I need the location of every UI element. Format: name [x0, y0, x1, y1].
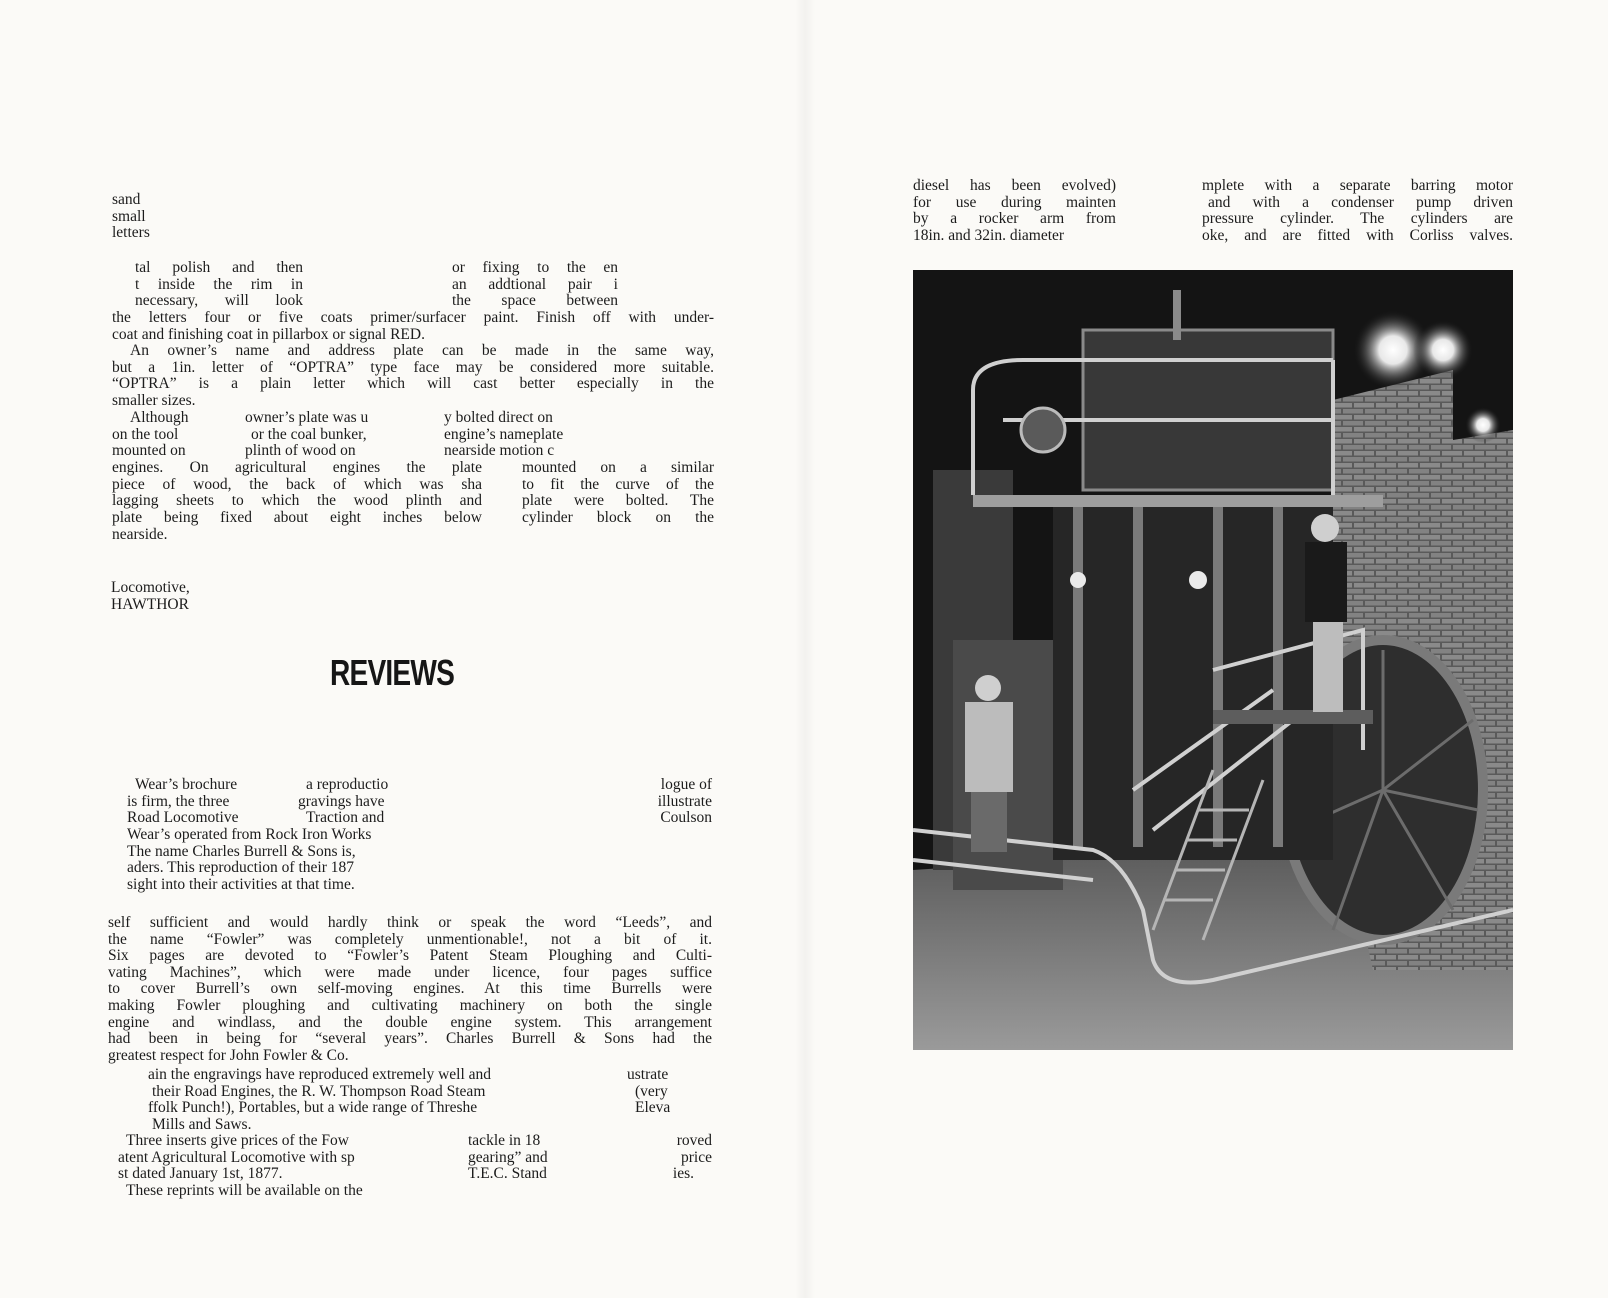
text-line: oke, and are fitted with Corliss valves. — [1202, 226, 1513, 244]
para1-col-b — [452, 260, 618, 310]
text-line: Wear’s brochure — [135, 776, 238, 793]
steam-engine-photo-icon — [913, 270, 1513, 1050]
text-line: on the tool — [112, 425, 179, 443]
right-col-a — [913, 178, 1116, 244]
text-line: piece of wood, the back of which was sha — [112, 475, 482, 493]
text-line: is firm, the three — [127, 792, 230, 810]
text-line: necessary, will look — [135, 292, 303, 310]
text-line: atent Agricultural Locomotive with sp — [118, 1148, 355, 1166]
fragment-small-letters — [112, 192, 150, 242]
text-line: the letters four or five coats primer/surfacer paint. Finish off with under- — [112, 309, 714, 326]
text-line: greatest respect for John Fowler & Co. — [108, 1046, 349, 1064]
text-line: tackle in 18 — [468, 1132, 541, 1149]
steam-engine-photo — [913, 270, 1513, 1050]
text-line: Eleva — [635, 1099, 671, 1117]
text-line: logue of — [660, 776, 712, 793]
text-line: for use during mainten — [913, 193, 1116, 211]
reviews-heading: REVIEWS — [330, 652, 455, 693]
text-line: y bolted direct on — [444, 409, 553, 426]
review1-col-a — [127, 777, 287, 827]
text-line: ffolk Punch!), Portables, but a wide range of Threshe — [148, 1099, 478, 1117]
text-line: letters — [112, 224, 150, 242]
text-line: or the coal bunker, — [251, 425, 367, 443]
text-line: nearside motion c — [444, 442, 555, 460]
text-line: cylinder block on the — [522, 508, 714, 526]
text-line: HAWTHOR — [111, 595, 189, 613]
text-line: to fit the curve of the — [522, 475, 714, 493]
text-line: had been in being for “several years”. Charles Burrell & Sons had the — [108, 1030, 712, 1048]
text-line: mounted on a similar — [522, 459, 714, 476]
text-line: but a 1in. letter of “OPTRA” type face may be considered more suitable. — [112, 358, 714, 376]
text-line: an addtional pair i — [452, 275, 618, 293]
text-line: and with a condenser pump driven — [1208, 193, 1513, 211]
text-line: Mills and Saws. — [152, 1115, 252, 1133]
text-line: roved — [676, 1132, 712, 1149]
text-line: smaller sizes. — [112, 391, 196, 409]
text-line: by a rocker arm from — [913, 210, 1116, 228]
text-line: ain the engravings have reproduced extremely well and — [148, 1066, 492, 1083]
text-line: plinth of wood on — [245, 442, 356, 460]
text-line: plate being fixed about eight inches below — [112, 508, 482, 526]
text-line: self sufficient and would hardly think or speak the word “Leeds”, and — [108, 914, 712, 931]
text-line: ies. — [672, 1165, 694, 1183]
text-line: the name “Fowler” was completely unmentionable!, not a bit of it. — [108, 930, 712, 948]
review1-col-b — [298, 777, 438, 827]
text-line: engine and windlass, and the double engine system. This arrangement — [108, 1013, 712, 1031]
text-line: the space between — [452, 292, 618, 310]
para3-col-a — [112, 460, 482, 526]
text-line: sand — [112, 191, 141, 208]
text-line: Three inserts give prices of the Fow — [126, 1132, 349, 1149]
text-line: Although — [130, 409, 189, 426]
text-line: a reproductio — [306, 776, 389, 793]
review4-col-a — [118, 1133, 448, 1199]
text-line: “OPTRA” is a plain letter which will cast better especially in the — [112, 375, 714, 393]
text-line: Wear’s operated from Rock Iron Works — [127, 826, 372, 843]
text-line: Coulson — [660, 809, 712, 827]
text-line: vating Machines”, which were made under licence, four pages suffice — [108, 963, 712, 981]
text-line: sight into their activities at that time. — [127, 875, 355, 893]
text-line: owner’s plate was u — [245, 409, 369, 426]
text-line: to cover Burrell’s own self-moving engines. At this time Burrells were — [108, 980, 712, 998]
text-line: Road Locomotive — [127, 809, 239, 827]
text-line: Six pages are devoted to “Fowler’s Patent Steam Ploughing and Culti- — [108, 947, 712, 965]
text-line: 18in. and 32in. diameter — [913, 226, 1065, 244]
text-line: lagging sheets to which the wood plinth and — [112, 492, 482, 510]
text-line: gravings have — [298, 792, 385, 810]
text-line: diesel has been evolved) — [913, 177, 1116, 194]
text-line: nearside. — [112, 526, 168, 543]
text-line: Locomotive, — [111, 579, 190, 596]
review2-full — [108, 915, 712, 1064]
review4-col-c — [640, 1133, 712, 1183]
text-line: mplete with a separate barring motor — [1202, 177, 1513, 194]
para3-col-b — [522, 460, 714, 526]
text-line: T.E.C. Stand — [468, 1165, 547, 1183]
para1-full — [112, 310, 714, 410]
text-line: mounted on — [112, 442, 186, 460]
text-line: their Road Engines, the R. W. Thompson Road Steam — [152, 1082, 486, 1100]
text-line: t inside the rim in — [135, 275, 303, 293]
page-gutter — [795, 0, 815, 1298]
text-line: small — [112, 207, 146, 225]
text-line: (very — [635, 1082, 668, 1100]
review1-continued — [127, 827, 467, 893]
text-line: The name Charles Burrell & Sons is, — [127, 842, 356, 860]
para2-col-c — [444, 410, 614, 460]
text-line: plate were bolted. The — [522, 492, 714, 510]
text-line: st dated January 1st, 1877. — [118, 1165, 283, 1183]
text-line: pressure cylinder. The cylinders are — [1202, 210, 1513, 228]
text-line: gearing” and — [468, 1148, 548, 1166]
text-line: engines. On agricultural engines the plate — [112, 459, 482, 476]
text-line: These reprints will be available on the — [126, 1181, 363, 1199]
text-line: coat and finishing coat in pillarbox or signal RED. — [112, 325, 425, 343]
text-line: price — [681, 1148, 712, 1166]
text-line: aders. This reproduction of their 187 — [127, 859, 354, 877]
para1-col-a — [135, 260, 303, 310]
text-line: engine’s nameplate — [444, 425, 564, 443]
review3-col-a — [148, 1067, 608, 1133]
text-line: or fixing to the en — [452, 259, 618, 276]
right-col-b — [1202, 178, 1513, 244]
caption-fragment — [111, 580, 190, 613]
text-line: An owner’s name and address plate can be made in the same way, — [130, 342, 714, 360]
review3-col-b — [627, 1067, 707, 1117]
review4-col-b — [468, 1133, 588, 1183]
para2-col-a — [112, 410, 212, 460]
text-line: illustrate — [657, 792, 712, 810]
review1-right-col — [600, 777, 712, 827]
text-line: Traction and — [306, 809, 385, 827]
text-line: ustrate — [627, 1066, 669, 1083]
text-line: making Fowler ploughing and cultivating machinery on both the single — [108, 996, 712, 1014]
text-line: tal polish and then — [135, 259, 303, 276]
para2-col-b — [245, 410, 415, 460]
